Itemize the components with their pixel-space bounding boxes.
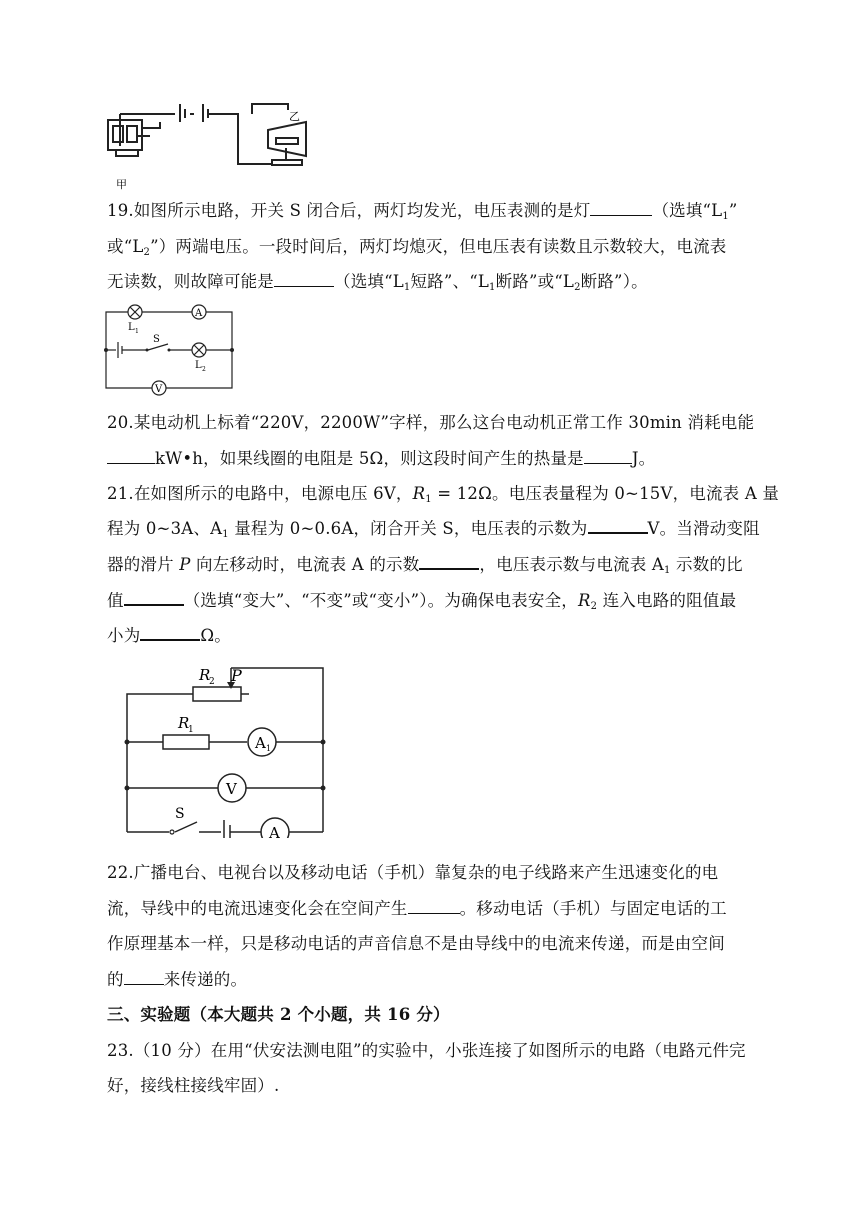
q21-line-5: 小为 Ω。 (107, 626, 231, 645)
q22-line-3: 作原理基本一样，只是移动电话的声音信息不是由导线中的电流来传递，而是由空间 (107, 934, 725, 953)
r1-label: R (178, 714, 190, 732)
q21-line-1: 21.在如图所示的电路中，电源电压 6V，$R_1 = 12\Omega$。电压表量程为 0~15V，电流表 A 量 (107, 484, 780, 505)
r2-label: R (199, 666, 211, 684)
q22-blank-1[interactable] (408, 899, 460, 914)
ammeter-a1-label: A (255, 734, 266, 752)
figure-19-circuit (98, 302, 242, 398)
q21-line-4: 值 （选填“变大”、“不变”或“变小”）。为确保电表安全，$R_2$ 连入电路的阻值最 (107, 591, 737, 612)
ammeter-a1-sub: 1 (266, 744, 272, 753)
slider-p-label: P (231, 666, 242, 685)
section-3-title: 三、实验题（本大题共 2 个小题，共 16 分） (107, 1005, 450, 1024)
switch-label: S (153, 334, 160, 345)
q23-line-2: 好，接线柱接线牢固）. (107, 1076, 280, 1095)
q19-line-3: 无读数，则故障可能是 （选填“$L_1$短路”、“$L_1$断路”或“$L_2$断路”）。 (107, 272, 648, 293)
q20-line-1: 20.某电动机上标着“220V，2200W”字样，那么这台电动机正常工作 30min 消耗电能 (107, 413, 755, 432)
switch-label: S (175, 806, 185, 822)
q23-line-1: 23.（10 分）在用“伏安法测电阻”的实验中，小张连接了如图所示的电路（电路元件完 (107, 1041, 746, 1060)
q22-line-4: 的 来传递的。 (107, 970, 248, 989)
lamp-l2-sub: 2 (202, 366, 206, 373)
q19-line-1: 19.如图所示电路，开关 S 闭合后，两灯均发光，电压表测的是灯 （选填“$L_1$” (107, 201, 738, 222)
q22-line-1: 22.广播电台、电视台以及移动电话（手机）靠复杂的电子线路来产生迅速变化的电 (107, 863, 719, 882)
lamp-l1-label: L (128, 322, 135, 333)
q21-blank-4[interactable] (140, 625, 200, 641)
q19-blank-1[interactable] (590, 201, 652, 216)
q20-blank-2[interactable] (584, 449, 632, 464)
voltmeter-label: V (226, 780, 237, 798)
q19-blank-2[interactable] (274, 272, 334, 287)
ammeter-a-label: A (269, 824, 280, 838)
q21-blank-1[interactable] (588, 518, 648, 534)
q21-line-3: 器的滑片 P 向左移动时，电流表 A 的示数 ，电压表示数与电流表 $A_1$ 示数的比 (107, 555, 743, 576)
label-jia: 甲 (116, 178, 127, 191)
q21-blank-2[interactable] (419, 554, 479, 570)
ammeter-label: A (195, 308, 203, 319)
q22-blank-2[interactable] (124, 970, 164, 985)
lamp-l2-label: L (195, 360, 202, 371)
figure-21-circuit (115, 662, 335, 838)
voltmeter-label: V (155, 384, 163, 395)
q20-blank-1[interactable] (107, 449, 155, 464)
q20-line-2: kW•h，如果线圈的电阻是 5Ω，则这段时间产生的热量是 J。 (107, 448, 655, 470)
r2-sub: 2 (209, 677, 215, 687)
q22-line-2: 流，导线中的电流迅速变化会在空间产生 。移动电话（手机）与固定电话的工 (107, 899, 727, 918)
q21-line-2: 程为 0~3A、$A_1$ 量程为 0~0.6A，闭合开关 S，电压表的示数为 V。当滑动变阻 (107, 519, 760, 540)
label-yi: 乙 (289, 110, 300, 123)
r1-sub: 1 (188, 725, 194, 735)
figure-18-circuit (100, 100, 330, 192)
q19-line-2: 或“$L_2$”）两端电压。一段时间后，两灯均熄灭，但电压表有读数且示数较大，电流表 (107, 237, 727, 258)
lamp-l1-sub: 1 (135, 328, 139, 335)
q21-blank-3[interactable] (124, 590, 184, 606)
